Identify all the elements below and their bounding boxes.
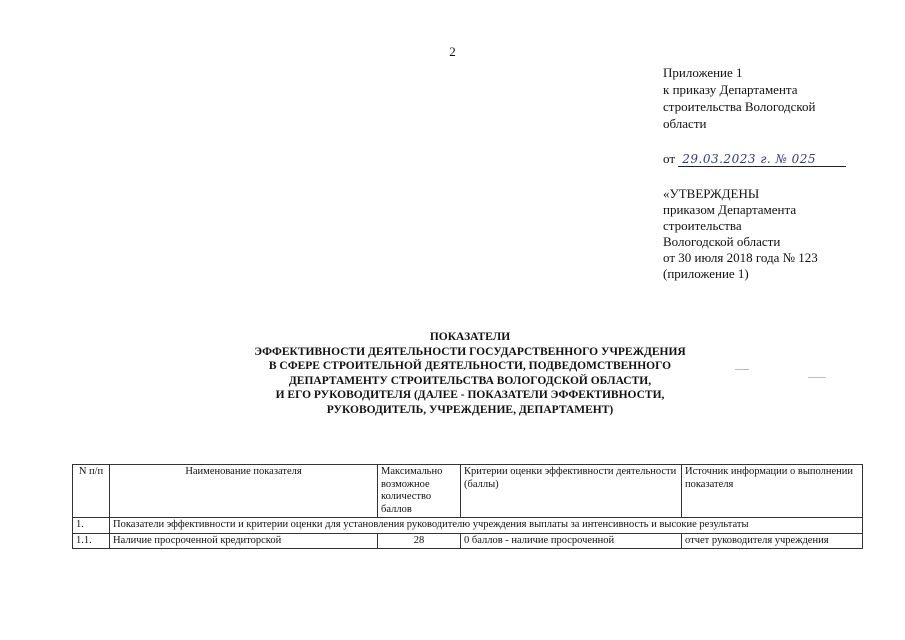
handwritten-date-number: 29.03.2023 г. № 025 bbox=[678, 152, 846, 167]
date-prefix: от bbox=[663, 151, 676, 166]
approved-line: (приложение 1) bbox=[663, 266, 749, 281]
document-title bbox=[140, 330, 800, 417]
row-source: отчет руководителя учреждения bbox=[682, 533, 863, 549]
title-line: И ЕГО РУКОВОДИТЕЛЯ (ДАЛЕЕ - ПОКАЗАТЕЛИ ЭФФЕКТИВНОСТИ, bbox=[275, 389, 665, 401]
order-date-line bbox=[663, 151, 846, 167]
table-section-row bbox=[73, 518, 863, 534]
table-row bbox=[73, 533, 863, 549]
approved-line: строительства bbox=[663, 218, 742, 233]
row-name: Наличие просроченной кредиторской bbox=[110, 533, 378, 549]
section-num: 1. bbox=[73, 518, 110, 534]
header-name: Наименование показателя bbox=[110, 465, 378, 518]
approved-line: «УТВЕРЖДЕНЫ bbox=[663, 186, 760, 201]
section-text: Показатели эффективности и критерии оценки для установления руководителю учреждения выплаты за интенсивность и высокие результаты bbox=[110, 518, 863, 534]
annex-line: строительства Вологодской bbox=[663, 99, 816, 114]
header-num: N п/п bbox=[73, 465, 110, 518]
title-line: РУКОВОДИТЕЛЬ, УЧРЕЖДЕНИЕ, ДЕПАРТАМЕНТ) bbox=[326, 403, 614, 416]
header-max-score: Максимально возможное количество баллов bbox=[378, 465, 461, 518]
annex-line: к приказу Департамента bbox=[663, 82, 798, 97]
title-line: В СФЕРЕ СТРОИТЕЛЬНОЙ ДЕЯТЕЛЬНОСТИ, ПОДВЕДОМСТВЕННОГО bbox=[268, 360, 672, 372]
header-source: Источник информации о выполнении показателя bbox=[682, 465, 863, 518]
page-number: 2 bbox=[449, 44, 456, 59]
title-line: ПОКАЗАТЕЛИ bbox=[429, 331, 511, 343]
annex-block bbox=[663, 64, 816, 132]
approved-line: Вологодской области bbox=[663, 234, 781, 249]
row-max-score: 28 bbox=[378, 533, 461, 549]
annex-line: области bbox=[663, 116, 707, 131]
row-num: 1.1. bbox=[73, 533, 110, 549]
title-line: ДЕПАРТАМЕНТУ СТРОИТЕЛЬСТВА ВОЛОГОДСКОЙ ОБЛАСТИ, bbox=[288, 374, 652, 387]
indicators-table bbox=[72, 464, 863, 549]
approved-line: от 30 июля 2018 года № 123 bbox=[663, 250, 818, 265]
approved-line: приказом Департамента bbox=[663, 202, 797, 217]
approved-block bbox=[663, 186, 818, 282]
scan-speck bbox=[735, 369, 749, 370]
scan-speck bbox=[808, 377, 826, 378]
table-header-row bbox=[73, 465, 863, 518]
title-line: ЭФФЕКТИВНОСТИ ДЕЯТЕЛЬНОСТИ ГОСУДАРСТВЕННОГО УЧРЕЖДЕНИЯ bbox=[254, 345, 686, 358]
row-criteria: 0 баллов - наличие просроченной bbox=[461, 533, 682, 549]
header-criteria: Критерии оценки эффективности деятельности (баллы) bbox=[461, 465, 682, 518]
annex-line: Приложение 1 bbox=[663, 65, 743, 80]
